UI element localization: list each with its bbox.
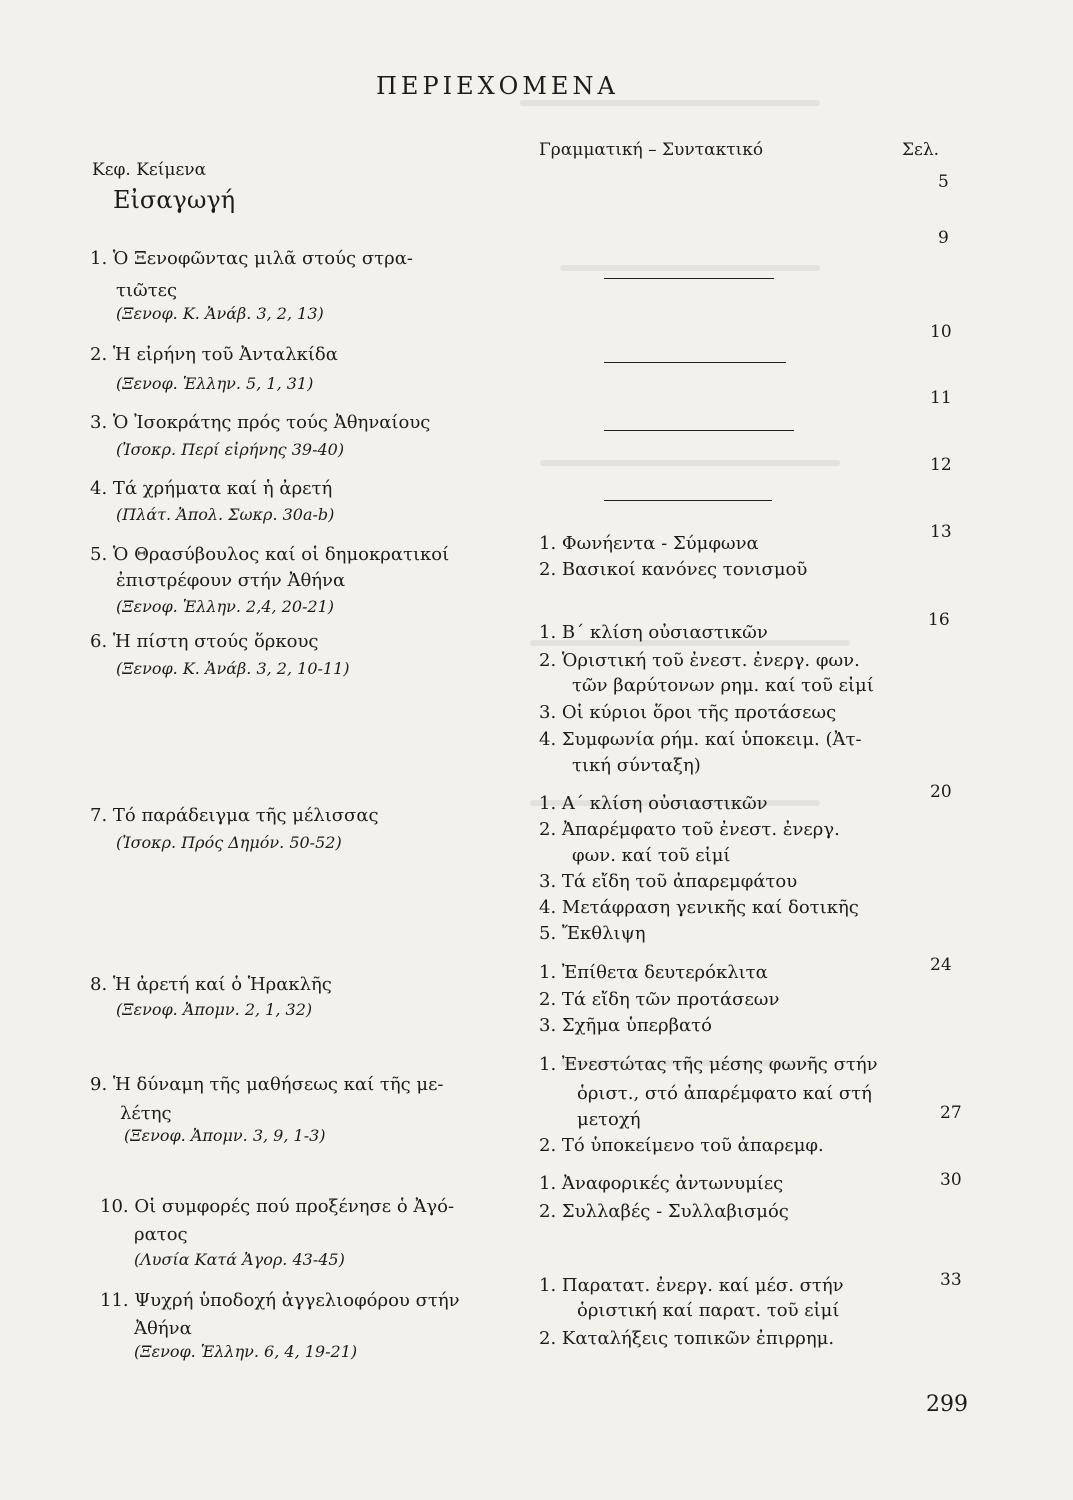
page-ref: 27 <box>940 1103 962 1123</box>
grammar-line: 4. Μετάφραση γενικῆς καί δοτικῆς <box>539 897 859 918</box>
grammar-line: τῶν βαρύτονων ρημ. καί τοῦ εἰμί <box>572 675 874 696</box>
grammar-line: 4. Συμφωνία ρήμ. καί ὑποκειμ. (Ἀτ- <box>539 729 862 750</box>
grammar-line: 5. Ἔκθλιψη <box>539 923 646 944</box>
grammar-line: ὁριστική καί παρατ. τοῦ εἰμί <box>577 1300 840 1321</box>
chapter-title: 11. Ψυχρή ὑποδοχή ἀγγελιοφόρου στήν <box>100 1290 460 1311</box>
grammar-line: 2. Καταλήξεις τοπικῶν ἐπιρρημ. <box>539 1328 835 1349</box>
chapter-title: 9. Ἡ δύναμη τῆς μαθήσεως καί τῆς με- <box>90 1074 444 1095</box>
page-number: 299 <box>926 1392 968 1417</box>
chapter-title: 8. Ἡ ἀρετή καί ὁ Ἡρακλῆς <box>90 974 332 995</box>
chapter-title: 4. Τά χρήματα καί ἡ ἀρετή <box>90 478 333 499</box>
page-ref: 9 <box>938 228 949 248</box>
chapter-source: (Ξενοφ. Ἀπομν. 3, 9, 1-3) <box>124 1126 326 1145</box>
grammar-line: 1. Α΄ κλίση οὐσιαστικῶν <box>539 793 768 814</box>
page-ref: 30 <box>940 1170 962 1190</box>
grammar-line: 1. Φωνήεντα - Σύμφωνα <box>539 533 759 554</box>
grammar-line: 1. Β΄ κλίση οὐσιαστικῶν <box>539 622 768 643</box>
divider-rule <box>604 278 774 279</box>
chapter-source: (Ξενοφ. Ἀπομν. 2, 1, 32) <box>116 1000 313 1019</box>
chapter-source: (Ἰσοκρ. Πρός Δημόν. 50-52) <box>116 833 342 852</box>
grammar-line: 1. Ἀναφορικές ἀντωνυμίες <box>539 1173 784 1194</box>
chapter-source: (Ξενοφ. Κ. Ἀνάβ. 3, 2, 10-11) <box>116 659 350 678</box>
chapter-title: 6. Ἡ πίστη στούς ὅρκους <box>90 631 319 652</box>
chapter-source: (Ξενοφ. Ἑλλην. 5, 1, 31) <box>116 374 314 393</box>
page-ref: 20 <box>930 782 952 802</box>
grammar-line: 2. Τά εἴδη τῶν προτάσεων <box>539 989 780 1010</box>
page-ref: 12 <box>930 455 952 475</box>
intro-heading: Εἰσαγωγή <box>113 186 236 214</box>
grammar-line: 2. Συλλαβές - Συλλαβισμός <box>539 1201 789 1222</box>
chapter-title: λέτης <box>120 1103 172 1124</box>
page-ref: 33 <box>940 1270 962 1290</box>
chapter-title: 10. Οἱ συμφορές πού προξένησε ὁ Ἀγό- <box>100 1196 455 1217</box>
grammar-line: 1. Ἐπίθετα δευτερόκλιτα <box>539 962 768 983</box>
grammar-line: 1. Ἐνεστώτας τῆς μέσης φωνῆς στήν <box>539 1054 878 1075</box>
grammar-line: 2. Ἀπαρέμφατο τοῦ ἐνεστ. ἐνεργ. <box>539 819 840 840</box>
page-ref: 24 <box>930 955 952 975</box>
grammar-line: 3. Σχῆμα ὑπερβατό <box>539 1015 712 1036</box>
column-header-chapters: Κεφ. Κείμενα <box>92 160 207 180</box>
page-ref: 16 <box>928 610 950 630</box>
grammar-line: 2. Ὁριστική τοῦ ἐνεστ. ἐνεργ. φων. <box>539 650 860 671</box>
chapter-source: (Ξενοφ. Ἑλλην. 6, 4, 19-21) <box>134 1342 358 1361</box>
chapter-title: 5. Ὁ Θρασύβουλος καί οἱ δημοκρατικοί <box>90 544 450 565</box>
chapter-title: 7. Τό παράδειγμα τῆς μέλισσας <box>90 805 379 826</box>
page-title: ΠΕΡΙΕΧΟΜΕΝΑ <box>376 72 619 100</box>
chapter-title: ἐπιστρέφουν στήν Ἀθήνα <box>116 570 346 591</box>
page-ref: 10 <box>930 322 952 342</box>
chapter-source: (Ξενοφ. Ἑλλην. 2,4, 20-21) <box>116 597 335 616</box>
chapter-title: τιῶτες <box>116 280 178 301</box>
divider-rule <box>604 430 794 431</box>
page-ref: 11 <box>930 388 952 408</box>
grammar-line: τική σύνταξη) <box>572 755 701 776</box>
bleed-through <box>540 460 840 466</box>
chapter-source: (Ἰσοκρ. Περί εἰρήνης 39-40) <box>116 440 345 459</box>
grammar-line: ὁριστ., στό ἀπαρέμφατο καί στή <box>577 1083 872 1104</box>
column-header-page: Σελ. <box>902 140 940 160</box>
chapter-title: ρατος <box>134 1224 188 1245</box>
grammar-line: 3. Οἱ κύριοι ὅροι τῆς προτάσεως <box>539 702 837 723</box>
bleed-through <box>520 100 820 106</box>
chapter-source: (Λυσία Κατά Ἀγορ. 43-45) <box>134 1250 345 1269</box>
chapter-source: (Ξενοφ. Κ. Ἀνάβ. 3, 2, 13) <box>116 304 324 323</box>
grammar-line: 2. Βασικοί κανόνες τονισμοῦ <box>539 559 808 580</box>
chapter-title: 1. Ὁ Ξενοφῶντας μιλᾶ στούς στρα- <box>90 248 413 269</box>
grammar-line: μετοχή <box>577 1109 641 1130</box>
grammar-line: 3. Τά εἴδη τοῦ ἀπαρεμφάτου <box>539 871 798 892</box>
divider-rule <box>604 362 786 363</box>
column-header-grammar: Γραμματική – Συντακτικό <box>539 140 764 160</box>
divider-rule <box>604 500 772 501</box>
chapter-title: 2. Ἡ εἰρήνη τοῦ Ἀνταλκίδα <box>90 344 338 365</box>
bleed-through <box>560 265 820 271</box>
grammar-line: 2. Τό ὑποκείμενο τοῦ ἀπαρεμφ. <box>539 1135 824 1156</box>
page-ref: 5 <box>938 172 949 192</box>
page-ref: 13 <box>930 522 952 542</box>
grammar-line: φων. καί τοῦ εἰμί <box>572 845 731 866</box>
chapter-title: 3. Ὁ Ἰσοκράτης πρός τούς Ἀθηναίους <box>90 412 431 433</box>
chapter-title: Ἀθήνα <box>134 1318 192 1339</box>
chapter-source: (Πλάτ. Ἀπολ. Σωκρ. 30a-b) <box>116 505 335 524</box>
grammar-line: 1. Παρατατ. ἐνεργ. καί μέσ. στήν <box>539 1275 844 1296</box>
